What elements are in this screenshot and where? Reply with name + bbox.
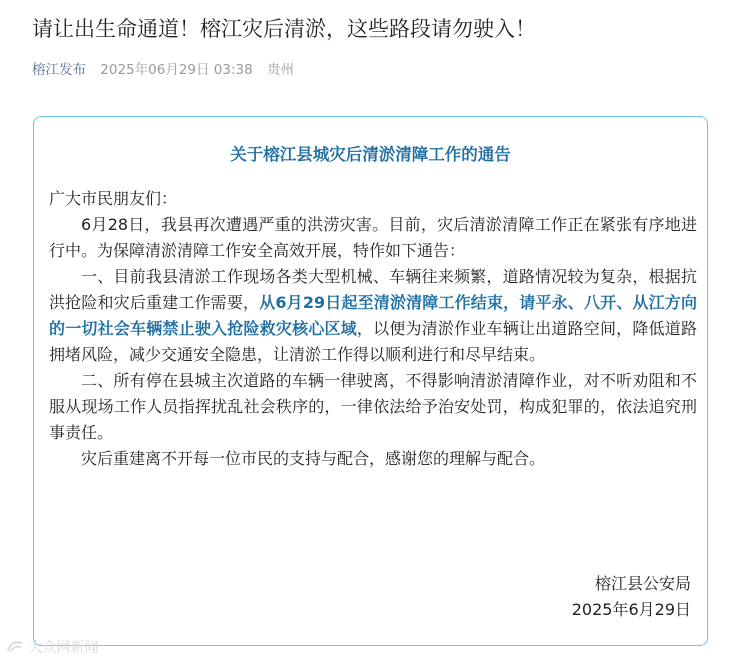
notice-paragraph-4: 灾后重建离不开每一位市民的支持与配合，感谢您的理解与配合。 xyxy=(81,449,546,468)
notice-paragraph-3: 二、所有停在县城主次道路的车辆一律驶离，不得影响清淤清障作业，对不听劝阻和不服从现场工作人员指挥扰乱社会秩序的，一律依法给予治安处罚，构成犯罪的，依法追究刑事责任。 xyxy=(49,371,697,442)
notice-greeting: 广大市民朋友们： xyxy=(49,189,178,208)
notice-date: 2025年6月29日 xyxy=(571,600,691,619)
notice-signature-block xyxy=(572,571,691,623)
publish-datetime: 2025年06月29日 03:38 xyxy=(100,62,253,78)
watermark xyxy=(6,638,98,658)
account-link[interactable]: 榕江发布 xyxy=(32,62,86,78)
watermark-logo-icon xyxy=(6,640,24,654)
notice-body xyxy=(49,186,697,472)
article-title: 请让出生命通道！榕江灾后清淤，这些路段请勿驶入！ xyxy=(32,17,536,41)
notice-signature: 榕江县公安局 xyxy=(594,574,691,593)
notice-paragraph-2 xyxy=(49,264,697,368)
paragraph-2-highlight: 从6月29日起至清淤清障工作结束，请平永、八开、从江方向的一切社会车辆禁止驶入抢险救灾核心区域 xyxy=(49,293,697,338)
watermark-text: 大众网新闻 xyxy=(28,640,99,656)
paragraph-2-end: ，以便为清淤作业车辆让出道路空间，降低道路拥堵风险，减少交通安全隐患，让清淤工作得以顺利进行和尽早结束。 xyxy=(49,319,697,364)
publish-location: 贵州 xyxy=(267,62,295,78)
paragraph-2-start: 一、目前我县清淤工作现场各类大型机械、车辆往来频繁，道路情况较为复杂，根据抗洪抢险和灾后重建工作需要， xyxy=(49,267,697,312)
notice-paragraph-1: 6月28日，我县再次遭遇严重的洪涝灾害。目前，灾后清淤清障工作正在紧张有序地进行中。为保障清淤清障工作安全高效开展，特作如下通告： xyxy=(49,215,697,260)
notice-title: 关于榕江县城灾后清淤清障工作的通告 xyxy=(230,145,511,164)
notice-box xyxy=(33,116,708,646)
article-meta xyxy=(32,60,304,80)
